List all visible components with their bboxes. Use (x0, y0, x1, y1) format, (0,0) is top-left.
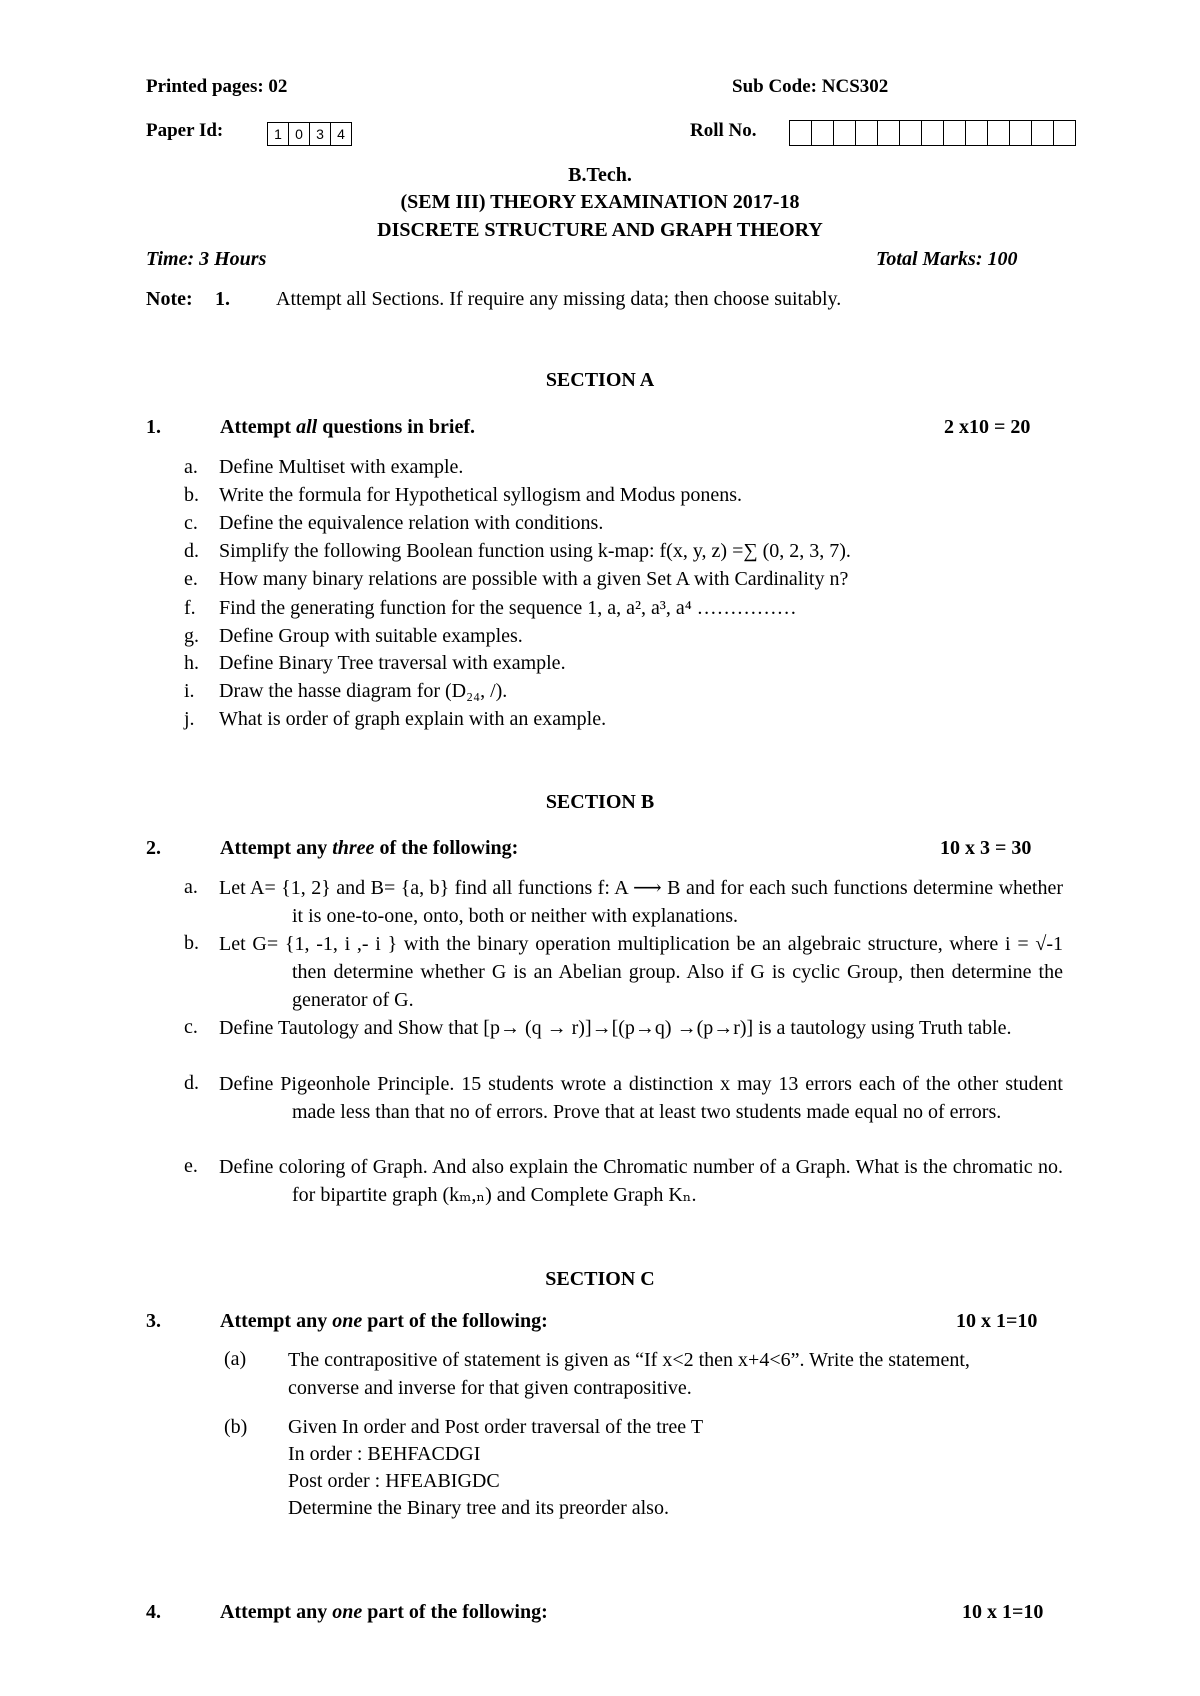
section-c-heading: SECTION C (545, 1268, 655, 1290)
subject-title: DISCRETE STRUCTURE AND GRAPH THEORY (377, 219, 823, 241)
q4-number: 4. (146, 1601, 161, 1623)
paper-id-digit: 4 (330, 122, 352, 146)
question-text: Let G= {1, -1, i ,- i } with the binary operation multiplication be an algebraic structure, where i = √-1 then determine whether G is an Abelian group. Also if G is cyclic Group, then determine the generator of G. (219, 933, 1063, 1011)
question-label: g. (184, 625, 199, 647)
sub-code: Sub Code: NCS302 (732, 76, 889, 97)
roll-no-box[interactable] (1009, 120, 1032, 146)
q4-instruction: Attempt any one part of the following: (220, 1601, 548, 1623)
q1-number: 1. (146, 416, 161, 438)
q3b-line: Post order : HFEABIGDC (288, 1470, 500, 1492)
roll-no-label: Roll No. (690, 120, 757, 141)
roll-no-box[interactable] (943, 120, 966, 146)
question-label: b. (184, 932, 199, 954)
paper-id-boxes (268, 122, 352, 146)
section-a-heading: SECTION A (545, 369, 655, 391)
roll-no-box[interactable] (789, 120, 812, 146)
question-label: b. (184, 484, 199, 506)
q2-marks: 10 x 3 = 30 (940, 837, 1032, 859)
question-text: Let A= {1, 2} and B= {a, b} find all functions f: A ⟶ B and for each such functions determine whether it is one-to-one, onto, both or neither with explanations. (219, 877, 1063, 927)
paper-id-digit: 0 (288, 122, 310, 146)
question-label: e. (184, 568, 198, 590)
paper-id-digit: 3 (309, 122, 331, 146)
q3-number: 3. (146, 1310, 161, 1332)
question-label: j. (184, 708, 195, 730)
time-allowed: Time: 3 Hours (146, 248, 267, 270)
q3a-label: (a) (224, 1348, 247, 1370)
question-text: What is order of graph explain with an example. (219, 708, 607, 730)
q4-marks: 10 x 1=10 (962, 1601, 1044, 1623)
question-label: c. (184, 512, 198, 534)
question-label: a. (184, 876, 198, 898)
question-label: d. (184, 540, 199, 562)
question-label: a. (184, 456, 198, 478)
q2-instruction: Attempt any three of the following: (220, 837, 519, 859)
question-label: e. (184, 1155, 198, 1177)
q3b-label: (b) (224, 1416, 248, 1438)
exam-title: (SEM III) THEORY EXAMINATION 2017-18 (400, 191, 800, 213)
printed-pages: Printed pages: 02 (146, 76, 288, 97)
paper-id-label: Paper Id: (146, 120, 224, 141)
section-b-heading: SECTION B (545, 791, 655, 813)
question-text: Define the equivalence relation with conditions. (219, 512, 604, 534)
note-text: Attempt all Sections. If require any missing data; then choose suitably. (276, 288, 842, 310)
question-text: Define Tautology and Show that [p→ (q → r)]→[(p→q) →(p→r)] is a tautology using Truth table. (219, 1017, 1012, 1039)
q1-instruction: Attempt all questions in brief. (220, 416, 476, 438)
question-label: d. (184, 1072, 199, 1094)
total-marks: Total Marks: 100 (876, 248, 1018, 270)
question-text: How many binary relations are possible with a given Set A with Cardinality n? (219, 568, 849, 590)
q1-marks: 2 x10 = 20 (944, 416, 1031, 438)
question-text: Draw the hasse diagram for (D₂₄, /). (219, 680, 508, 702)
question-text: Find the generating function for the sequence 1, a, a², a³, a⁴ …………… (219, 597, 797, 619)
q3b-line: Given In order and Post order traversal of the tree T (288, 1416, 704, 1438)
question-text: Define Binary Tree traversal with example. (219, 652, 566, 674)
q3-marks: 10 x 1=10 (956, 1310, 1038, 1332)
question-label: c. (184, 1016, 198, 1038)
question-text: Define Multiset with example. (219, 456, 464, 478)
roll-no-box[interactable] (1031, 120, 1054, 146)
note-number: 1. (215, 288, 230, 310)
roll-no-box[interactable] (877, 120, 900, 146)
question-text: Define coloring of Graph. And also explain the Chromatic number of a Graph. What is the chromatic no. for bipartite graph (kₘ,ₙ) and Complete Graph Kₙ. (219, 1156, 1063, 1206)
q3b-line: In order : BEHFACDGI (288, 1443, 481, 1465)
q3a-text: The contrapositive of statement is given as “If x<2 then x+4<6”. Write the statement, converse and inverse for that given contrapositive. (288, 1349, 970, 1399)
note-label: Note: (146, 288, 193, 310)
q2-number: 2. (146, 837, 161, 859)
roll-no-box[interactable] (811, 120, 834, 146)
roll-no-box[interactable] (899, 120, 922, 146)
q3-instruction: Attempt any one part of the following: (220, 1310, 548, 1332)
roll-no-box[interactable] (987, 120, 1010, 146)
roll-no-box[interactable] (855, 120, 878, 146)
question-label: h. (184, 652, 199, 674)
roll-no-box[interactable] (921, 120, 944, 146)
roll-no-box[interactable] (1053, 120, 1076, 146)
roll-no-box[interactable] (965, 120, 988, 146)
roll-no-box[interactable] (833, 120, 856, 146)
question-label: f. (184, 597, 196, 619)
question-text: Define Group with suitable examples. (219, 625, 523, 647)
q3b-line: Determine the Binary tree and its preorder also. (288, 1497, 669, 1519)
question-text: Define Pigeonhole Principle. 15 students wrote a distinction x may 13 errors each of the other student made less than that no of errors. Prove that at least two students made equal no of errors. (219, 1073, 1063, 1123)
degree-title: B.Tech. (568, 164, 632, 186)
question-text: Simplify the following Boolean function using k-map: f(x, y, z) =∑ (0, 2, 3, 7). (219, 540, 851, 562)
paper-id-digit: 1 (267, 122, 289, 146)
question-label: i. (184, 680, 195, 702)
question-text: Write the formula for Hypothetical syllogism and Modus ponens. (219, 484, 742, 506)
roll-no-boxes[interactable] (790, 120, 1076, 146)
